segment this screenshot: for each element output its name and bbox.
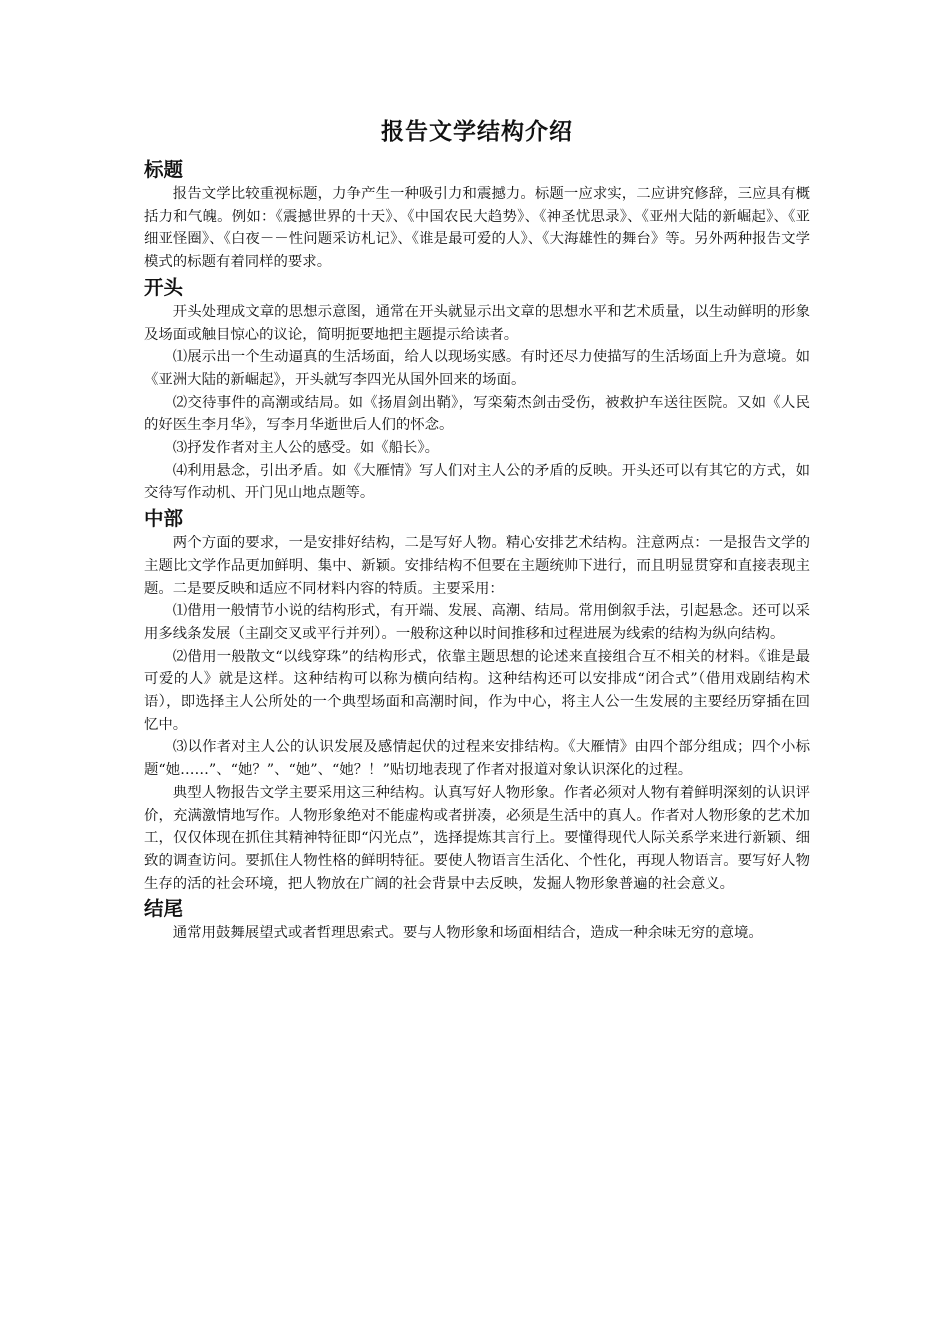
paragraph: 开头处理成文章的思想示意图，通常在开头就显示出文章的思想水平和艺术质量，以生动鲜明的形象及场面或触目惊心的议论，简明扼要地把主题提示给读者。 [144, 303, 810, 343]
section-title-heading [144, 156, 810, 274]
paragraph: 典型人物报告文学主要采用这三种结构。认真写好人物形象。作者必须对人物有着鲜明深刻的认识评价，充满激情地写作。人物形象绝对不能虚构或者拼凑，必须是生活中的真人。作者对人物形象的艺术加工，仅仅体现在抓住其精神特征即“闪光点”，选择提炼其言行上。要懂得现代人际关系学来进行新颖、细致的调查访问。要抓住人物性格的鲜明特征。要使人物语言生活化、个性化，再现人物语言。要写好人物生存的活的社会环境，把人物放在广阔的社会背景中去反映，发掘人物形象普遍的社会意义。 [144, 784, 810, 892]
paragraph: ⑵交待事件的高潮或结局。如《扬眉剑出鞘》，写栾菊杰剑击受伤，被救护车送往医院。又如《人民的好医生李月华》，写李月华逝世后人们的怀念。 [144, 394, 810, 434]
section-ending [144, 895, 810, 945]
section-heading: 中部 [144, 507, 184, 531]
paragraph: ⑶抒发作者对主人公的感受。如《船长》。 [172, 440, 440, 457]
document-page [144, 116, 810, 945]
paragraph: ⑶以作者对主人公的认识发展及感情起伏的过程来安排结构。《大雁情》由四个部分组成；四个小标题“她……”、“她？”、“她”、“她？！”贴切地表现了作者对报道对象认识深化的过程。 [144, 739, 810, 779]
section-heading: 开头 [144, 275, 184, 299]
paragraph: ⑴展示出一个生动逼真的生活场面，给人以现场实感。有时还尽力使描写的生活场面上升为意境。如《亚洲大陆的新崛起》，开头就写李四光从国外回来的场面。 [144, 349, 810, 388]
section-opening [144, 274, 810, 505]
paragraph: ⑷利用悬念，引出矛盾。如《大雁情》写人们对主人公的矛盾的反映。开头还可以有其它的方式，如交待写作动机、开门见山地点题等。 [144, 462, 810, 502]
section-middle [144, 505, 810, 895]
paragraph: 报告文学比较重视标题，力争产生一种吸引力和震撼力。标题一应求实，二应讲究修辞，三应具有概括力和气魄。例如：《震撼世界的十天》、《中国农民大趋势》、《神圣忧思录》、《亚州大陆的新崛起》、《亚细亚怪圈》、《白夜－－性问题采访札记》、《谁是最可爱的人》、《大海雄性的舞台》等。另外两种报告文学模式的标题有着同样的要求。 [144, 186, 810, 271]
paragraph: 两个方面的要求，一是安排好结构，二是写好人物。精心安排艺术结构。注意两点：一是报告文学的主题比文学作品更加鲜明、集中、新颖。安排结构不但要在主题统帅下进行，而且明显贯穿和直接表现主题。二是要反映和适应不同材料内容的特质。主要采用： [144, 535, 810, 597]
section-heading: 标题 [144, 158, 184, 181]
document-title: 报告文学结构介绍 [381, 119, 573, 145]
paragraph: 通常用鼓舞展望式或者哲理思索式。要与人物形象和场面相结合，造成一种余味无穷的意境。 [172, 925, 763, 942]
paragraph: ⑵借用一般散文“以线穿珠”的结构形式，依靠主题思想的论述来直接组合互不相关的材料。《谁是最可爱的人》就是这样。这种结构可以称为横向结构。这种结构还可以安排成“闭合式”（借用戏剧结构术语），即选择主人公所处的一个典型场面和高潮时间，作为中心，将主人公一生发展的主要经历穿插在回忆中。 [144, 648, 810, 733]
section-heading: 结尾 [144, 897, 184, 921]
paragraph: ⑴借用一般情节小说的结构形式，有开端、发展、高潮、结局。常用倒叙手法，引起悬念。还可以采用多线条发展（主副交叉或平行并列）。一般称这种以时间推移和过程进展为线索的结构为纵向结构。 [144, 603, 810, 642]
